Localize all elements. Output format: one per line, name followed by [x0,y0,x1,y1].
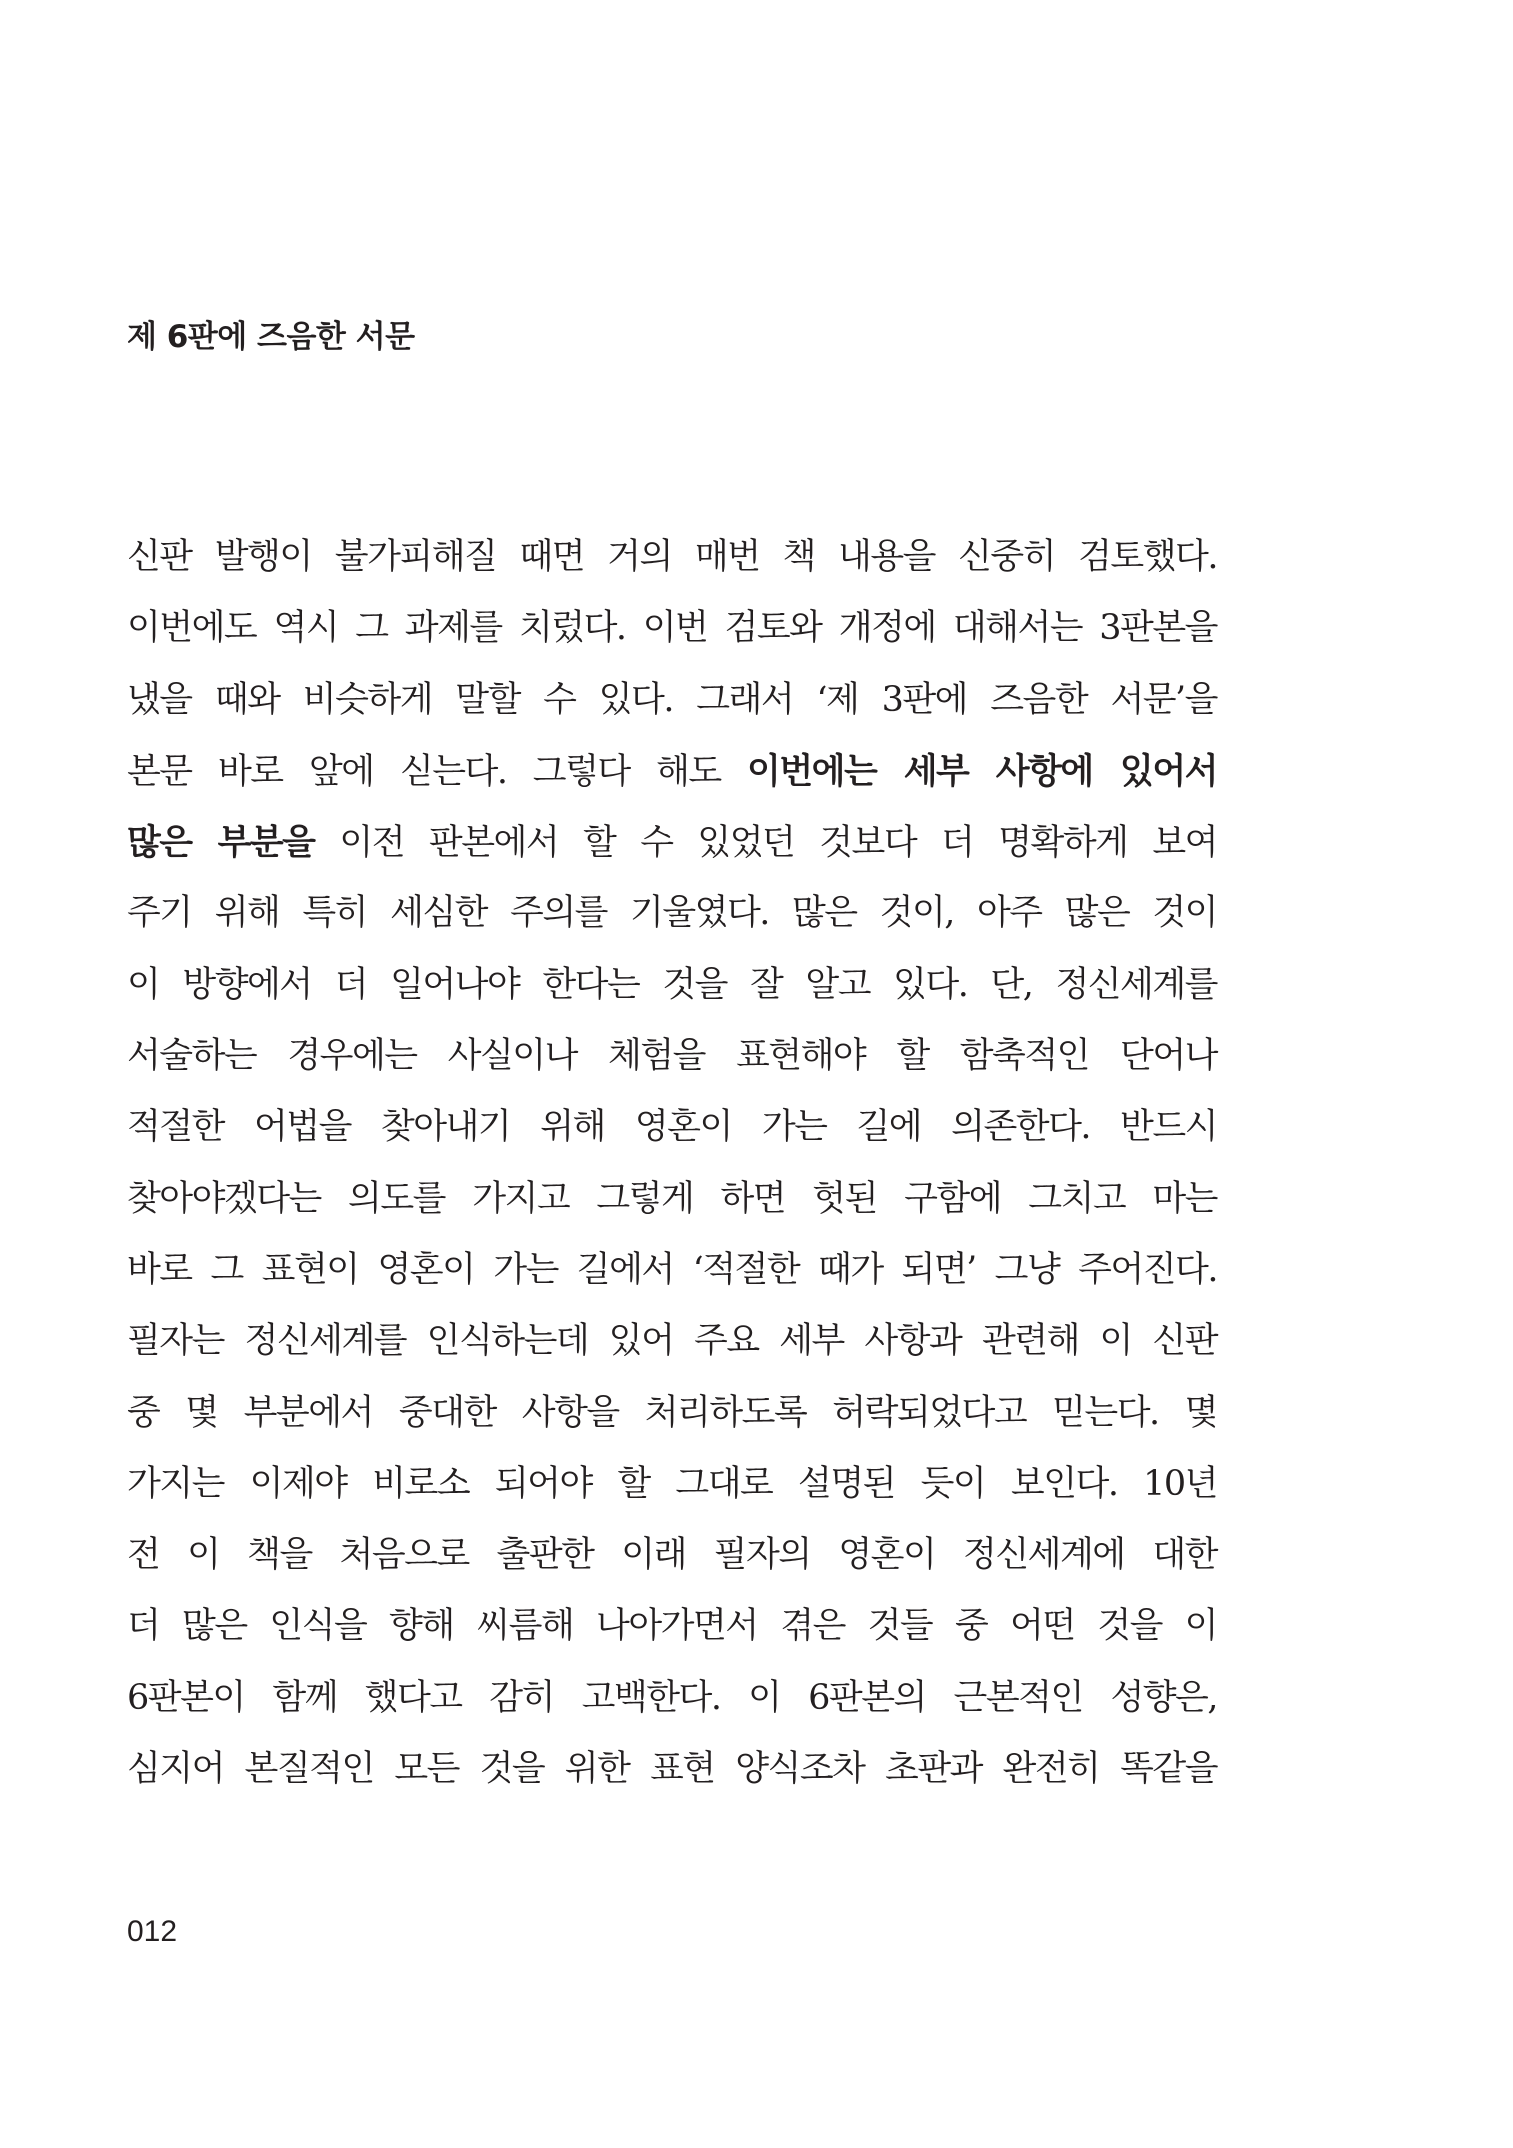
body-text: 전 이 책을 처음으로 출판한 이래 필자의 영혼이 정신세계에 대한 [127,1535,1217,1576]
body-text: 이번에도 역시 그 과제를 치렀다. 이번 검토와 개정에 대해서는 3판본을 [127,608,1217,649]
body-text: 적절한 어법을 찾아내기 위해 영혼이 가는 길에 의존한다. 반드시 [127,1107,1217,1148]
body-line-5 [127,807,1217,878]
body-line-18 [127,1734,1217,1805]
body-text: 주기 위해 특히 세심한 주의를 기울였다. 많은 것이, 아주 많은 것이 [127,893,1217,934]
body-line-15 [127,1520,1217,1591]
body-text: 심지어 본질적인 모든 것을 위한 표현 양식조차 초판과 완전히 똑같을 [127,1749,1217,1790]
body-text: 신판 발행이 불가피해질 때면 거의 매번 책 내용을 신중히 검토했다. [127,537,1217,577]
body-text: 필자는 정신세계를 인식하는데 있어 주요 세부 사항과 관련해 이 신판 [127,1321,1217,1362]
body-line-9 [127,1092,1217,1163]
emphasized-text: 많은 부분을 [127,822,315,864]
body-line-14 [127,1449,1217,1520]
body-text: 냈을 때와 비슷하게 말할 수 있다. 그래서 ‘제 3판에 즈음한 서문’을 [127,679,1217,720]
body-line-6 [127,878,1217,949]
body-text: 찾아야겠다는 의도를 가지고 그렇게 하면 헛된 구함에 그치고 마는 [127,1178,1217,1219]
body-line-17 [127,1663,1217,1734]
emphasized-text: 이번에는 세부 사항에 있어서 [747,750,1217,792]
body-text: 중 몇 부분에서 중대한 사항을 처리하도록 허락되었다고 믿는다. 몇 [127,1392,1217,1433]
chapter-heading: 제 6판에 즈음한 서문 [127,319,415,355]
body-line-2 [127,593,1217,664]
body-text: 이 방향에서 더 일어나야 한다는 것을 잘 알고 있다. 단, 정신세계를 [127,964,1217,1005]
body-line-7 [127,950,1217,1021]
body-line-11 [127,1235,1217,1306]
body-line-8 [127,1021,1217,1092]
body-text: 더 많은 인식을 향해 씨름해 나아가면서 겪은 것들 중 어떤 것을 이 [127,1606,1217,1647]
body-text: 6판본이 함께 했다고 감히 고백한다. 이 6판본의 근본적인 성향은, [127,1677,1217,1718]
body-line-1 [127,522,1217,593]
body-text: 이전 판본에서 할 수 있었던 것보다 더 명확하게 보여 [314,823,1217,864]
body-text: 서술하는 경우에는 사실이나 체험을 표현해야 할 함축적인 단어나 [127,1036,1217,1077]
page-number: 012 [127,1915,178,1948]
body-line-12 [127,1306,1217,1377]
body-line-3 [127,665,1217,736]
body-text: 본문 바로 앞에 싣는다. 그렇다 해도 [127,751,748,792]
body-text: 가지는 이제야 비로소 되어야 할 그대로 설명된 듯이 보인다. 10년 [127,1463,1217,1504]
body-line-4 [127,736,1217,807]
body-line-10 [127,1164,1217,1235]
body-text: 바로 그 표현이 영혼이 가는 길에서 ‘적절한 때가 되면’ 그냥 주어진다. [127,1249,1217,1290]
body-paragraph [127,522,1217,1805]
body-line-16 [127,1591,1217,1662]
body-line-13 [127,1378,1217,1449]
